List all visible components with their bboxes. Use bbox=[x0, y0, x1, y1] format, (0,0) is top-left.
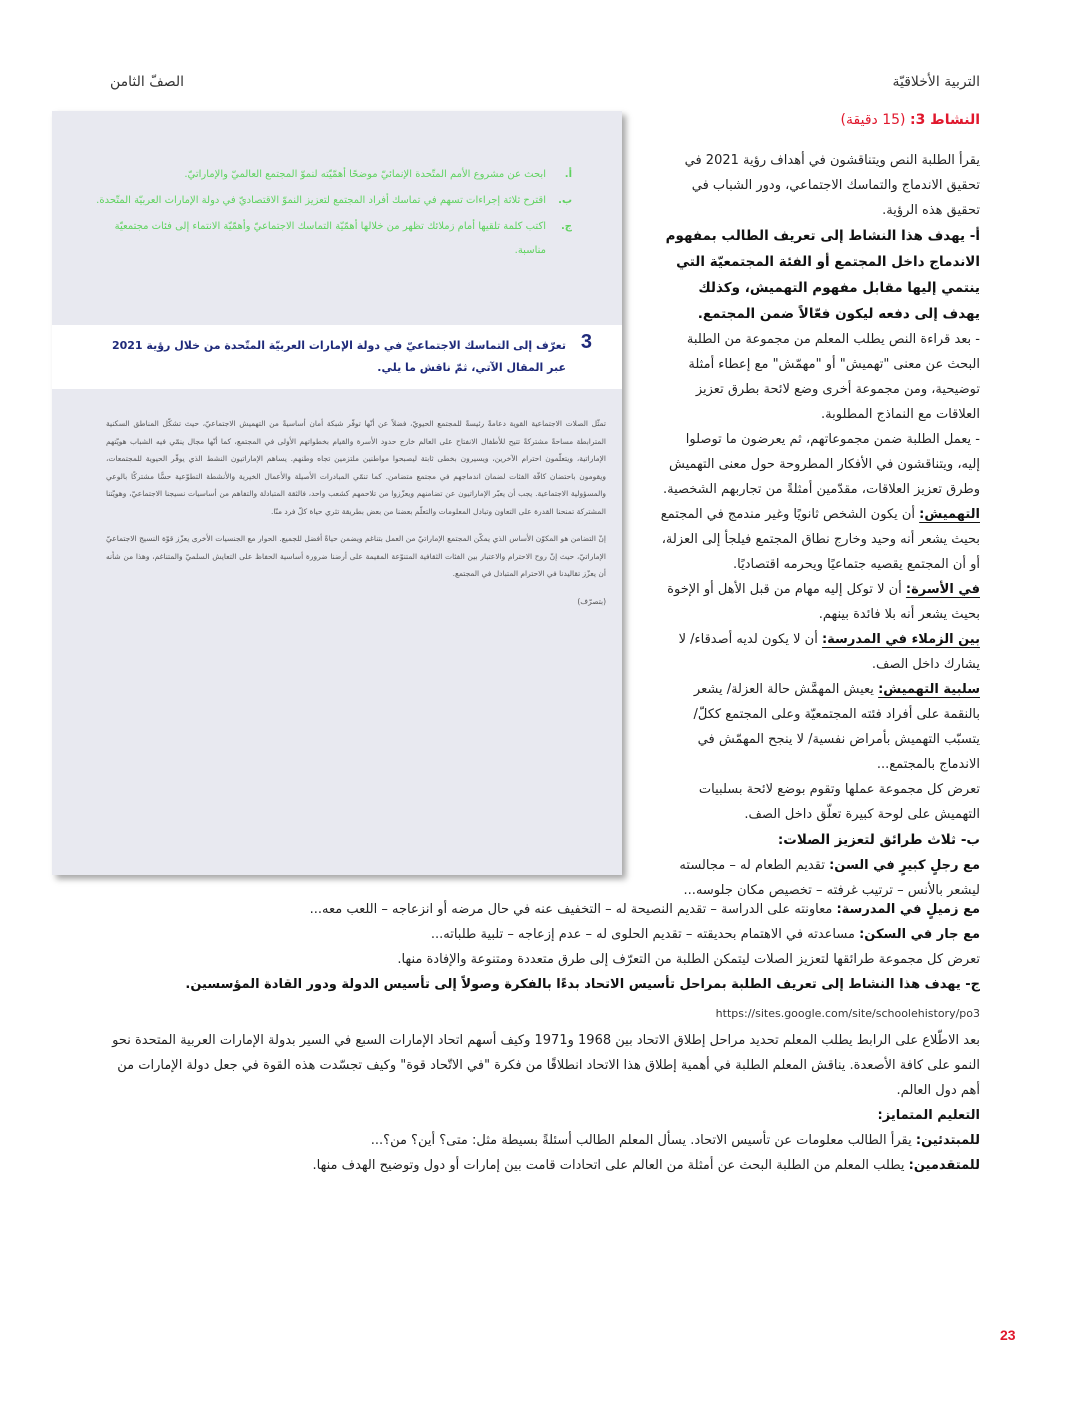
negatives-text: يعيش المهمَّش حالة العزلة/ يشعر بالنقمة على أفراد فئته المجتمعيّة وعلى المجتمع ككلّ/ يتسبّب التهميش بأمراض نفسية/ لا ينجح المهمّش في الاندماج بالمجتمع... bbox=[693, 682, 980, 772]
task-letter: أ. bbox=[564, 169, 572, 180]
advanced-text: يطلب المعلم من الطلبة البحث عن أمثلة من العالم على اتحادات قامت بين إمارات أو دول وتوضيح الهدف منها. bbox=[312, 1158, 905, 1173]
bottom-section bbox=[110, 897, 980, 1178]
task-text: ابحث عن مشروع الأمم المتّحدة الإنمائيّ موضحًا أهمّيّته لنموّ المجتمع العالميّ والإماراتيّ. bbox=[184, 169, 546, 180]
activity-duration: (15 دقيقة) bbox=[840, 112, 906, 128]
task-item bbox=[82, 189, 572, 213]
page-number: 23 bbox=[1000, 1327, 1016, 1343]
colleague-label: مع زميلٍ في المدرسة: bbox=[836, 902, 980, 917]
elder-text: تقديم الطعام له – مجالسته ليشعر بالأنس – ترتيب غرفته – تخصيص مكان جلوسه... bbox=[679, 858, 980, 898]
family-label: في الأسرة: bbox=[905, 582, 980, 597]
intro-text: يقرأ الطلبة النص ويتناقشون في أهداف رؤية 2021 في تحقيق الاندماج والتماسك الاجتماعي، ودور الشباب في تحقيق هذه الرؤية. bbox=[684, 153, 980, 218]
school-item bbox=[660, 627, 980, 677]
colleague-item bbox=[110, 897, 980, 922]
differentiated-title: التعليم المتمايز: bbox=[877, 1108, 980, 1123]
step-one: - بعد قراءة النص يطلب المعلم من مجموعة من الطلبة البحث عن معنى "تهميش" أو "مهمّش" مع إعطاء أمثلة توضيحية، ومن مجموعة أخرى وضع لائحة بطرق تعزيز العلاقات مع النماذج المطلوبة. bbox=[686, 332, 980, 422]
colleague-text: معاونته على الدراسة – تقديم النصيحة له – التخفيف عنه في حال مرضه أو انزعاجه – اللعب معه... bbox=[309, 902, 833, 917]
school-label: بين الزملاء في المدرسة: bbox=[821, 632, 980, 647]
activity-label: النشاط 3: bbox=[909, 112, 980, 128]
negatives-item bbox=[660, 677, 980, 777]
task-letter: ب. bbox=[558, 195, 572, 206]
article-paragraph: إنّ التضامن هو المكوّن الأساس الذي يمكّن المجتمع الإماراتيّ من العمل بتناغم ويضمن حياةً أفضل للجميع. الحوار مع الجنسيات الأخرى يعزّز قوّة النسيج الاجتماعيّ الإماراتيّ، حيث إنّ روح الاحترام والاعتبار بين الفئات الثقافية المتنوّعة المقيمة على أرضنا ضرورة أساسية الحفاظ على التعايش السلميّ والمتناغم، وهذا من شأنه أن يعزّز تقاليدنا في الاحترام المتبادل في المجتمع. bbox=[106, 534, 606, 578]
definition-label: التهميش: bbox=[919, 507, 980, 522]
step-two: - يعمل الطلبة ضمن مجموعاتهم، ثم يعرضون ما توصلوا إليه، ويتناقشون في الأفكار المطروحة حول معنى التهميش وطرق تعزيز العلاقات، مقدّمين أمثلةً من تجاربهم الشخصية. bbox=[662, 432, 980, 497]
link-instructions: بعد الاطّلاع على الرابط يطلب المعلم تحديد مراحل إطلاق الاتحاد بين 1968 و1971 وكيف أسهم اتحاد الإمارات السبع في السير بدولة الإمارات العربية المتحدة نحو النمو على كافة الأصعدة. يناقش المعلم الطلبة في أهمية إطلاق هذا الاتحاد انطلاقًا من فكرة "في الاتّحاد قوة" وكيف تجسّدت هذه القوة في جعل دولة الإمارات من أهم دول العالم. bbox=[112, 1033, 980, 1098]
task-list bbox=[82, 163, 572, 265]
present-text: تعرض كل مجموعة عملها وتقوم بوضع لائحة بسلبيات التهميش على لوحة كبيرة تعلّق داخل الصف. bbox=[698, 782, 980, 822]
neighbor-label: مع جار في السكن: bbox=[859, 927, 980, 942]
question-number: 3 bbox=[580, 331, 592, 353]
article-source: (بتصرّف) bbox=[577, 596, 606, 606]
header-subject: التربية الأخلاقيّة bbox=[892, 74, 980, 90]
student-panel bbox=[52, 111, 622, 875]
family-item bbox=[660, 577, 980, 627]
beginners-label: للمبتدئين: bbox=[915, 1133, 980, 1148]
goal-a: أ- يهدف هذا النشاط إلى تعريف الطالب بمفهوم الاندماج داخل المجتمع أو الفئة المجتمعيّة التي ينتمي إليها مقابل مفهوم التهميش، وكذلك يهدف إلى دفعه ليكون فعّالاً ضمن المجتمع. bbox=[665, 228, 980, 322]
task-letter: ج. bbox=[560, 221, 572, 232]
beginners-item bbox=[110, 1128, 980, 1153]
advanced-item bbox=[110, 1153, 980, 1178]
task-item bbox=[82, 215, 572, 263]
neighbor-item bbox=[110, 922, 980, 947]
advanced-label: للمتقدمين: bbox=[908, 1158, 980, 1173]
elder-label: مع رجلٍ كبيرٍ في السن: bbox=[829, 858, 980, 873]
definition bbox=[660, 502, 980, 577]
resource-link[interactable]: https://sites.google.com/site/schoolehistory/po3 bbox=[715, 1007, 980, 1020]
article bbox=[106, 415, 606, 620]
present-methods: تعرض كل مجموعة طرائقها لتعزيز الصلات ليتمكن الطلبة من التعرّف إلى طرق متعددة ومتنوعة والإفادة منها. bbox=[397, 952, 980, 967]
activity-title bbox=[841, 112, 980, 128]
negatives-label: سلبية التهميش: bbox=[878, 682, 980, 697]
beginners-text: يقرأ الطالب معلومات عن تأسيس الاتحاد. يسأل المعلم الطالب أسئلةً بسيطة مثل: متى؟ أين؟ من؟... bbox=[370, 1133, 912, 1148]
elder-item bbox=[660, 853, 980, 903]
task-item bbox=[82, 163, 572, 187]
teacher-notes bbox=[660, 148, 980, 903]
task-text: اكتب كلمة تلقيها أمام زملائك تظهر من خلالها أهمّيّة التماسك الاجتماعيّ وأهمّيّة الانتماء إلى فئات مجتمعيّة مناسبة. bbox=[114, 221, 546, 256]
question-text: تعرّف إلى التماسك الاجتماعيّ في دولة الإمارات العربيّة المتّحدة من خلال رؤية 2021 عبر المقال الآتي، ثمّ ناقش ما يلي. bbox=[111, 339, 566, 374]
article-paragraph: تمثّل الصلات الاجتماعية القوية دعامةً رئيسةً للمجتمع الحيويّ، فضلاً عن أنّها توفّر شبكة أمان أساسيةً من التهميش الاجتماعيّ، حيث تشكّل المناطق السكنية المترابطة مساحةً مشتركةً تتيح للأطفال الانفتاح على العالم خارج حدود الأسرة والقيام بخطواتهم الأولى في المجتمع، كما أنّها مجال ينمّي فيه الشباب هويّتهم الإماراتية، ويتعلّمون احترام الآخرين، ويسيرون بخطى ثابتة ليصبحوا مواطنين ملتزمين تجاه وطنهم. يساهم الإماراتيون النشط الذي يوفّر الحيوية للمجتمعات، ويقومون باحتضان كافّة الفئات لضمان اندماجهم في مجتمع متضامن. كما تنمّي المبادرات الأصيلة والأعمال الخيرية والأنشطة التطوّعية حسًّا مشتركًا بالوعي والمسؤولية الاجتماعية. يجب أن يعبّر الإماراتيون عن تضامنهم ويعزّزوا من تلاحمهم كشعب واحد، فالثقة المتبادلة والتفاهم من أساسيات نسيجنا الاجتماعيّ، وهويّتنا المشتركة تمنحنا القدرة على التعاون وتبادل المعلومات والتعلّم بعضنا من بعض بطريقة تثري حياة كلّ فرد منّا. bbox=[106, 419, 606, 516]
header-grade: الصفّ الثامن bbox=[110, 74, 185, 90]
definition-text: أن يكون الشخص ثانويًا وغير مندمج في المجتمع بحيث يشعر أنه وحيد وخارج نطاق المجتمع فيلجأ إلى العزلة، أو أن المجتمع يقصيه جتماعيًا ويحرمه اقتصاديًا. bbox=[660, 507, 980, 572]
question-box bbox=[52, 325, 622, 389]
school-text: أن لا يكون لديه أصدقاء/ لا يشارك داخل الصف. bbox=[678, 632, 980, 672]
family-text: أن لا توكل إليه مهام من قبل الأهل أو الإخوة بحيث يشعر أنه بلا فائدة بينهم. bbox=[667, 582, 980, 622]
goal-b: ب- ثلاث طرائق لتعزيز الصلات: bbox=[777, 832, 980, 848]
task-text: اقترح ثلاثة إجراءات تسهم في تماسك أفراد المجتمع لتعزيز النموّ الاقتصاديّ في دولة الإمارات العربيّة المتّحدة. bbox=[96, 195, 546, 206]
goal-c: ج- يهدف هذا النشاط إلى تعريف الطلبة بمراحل تأسيس الاتحاد بدءًا بالفكرة وصولاً إلى تأسيس الدولة ودور القادة المؤسسين. bbox=[185, 977, 980, 992]
neighbor-text: مساعدته في الاهتمام بحديقته – تقديم الحلوى له – عدم إزعاجه – تلبية طلباته... bbox=[430, 927, 855, 942]
